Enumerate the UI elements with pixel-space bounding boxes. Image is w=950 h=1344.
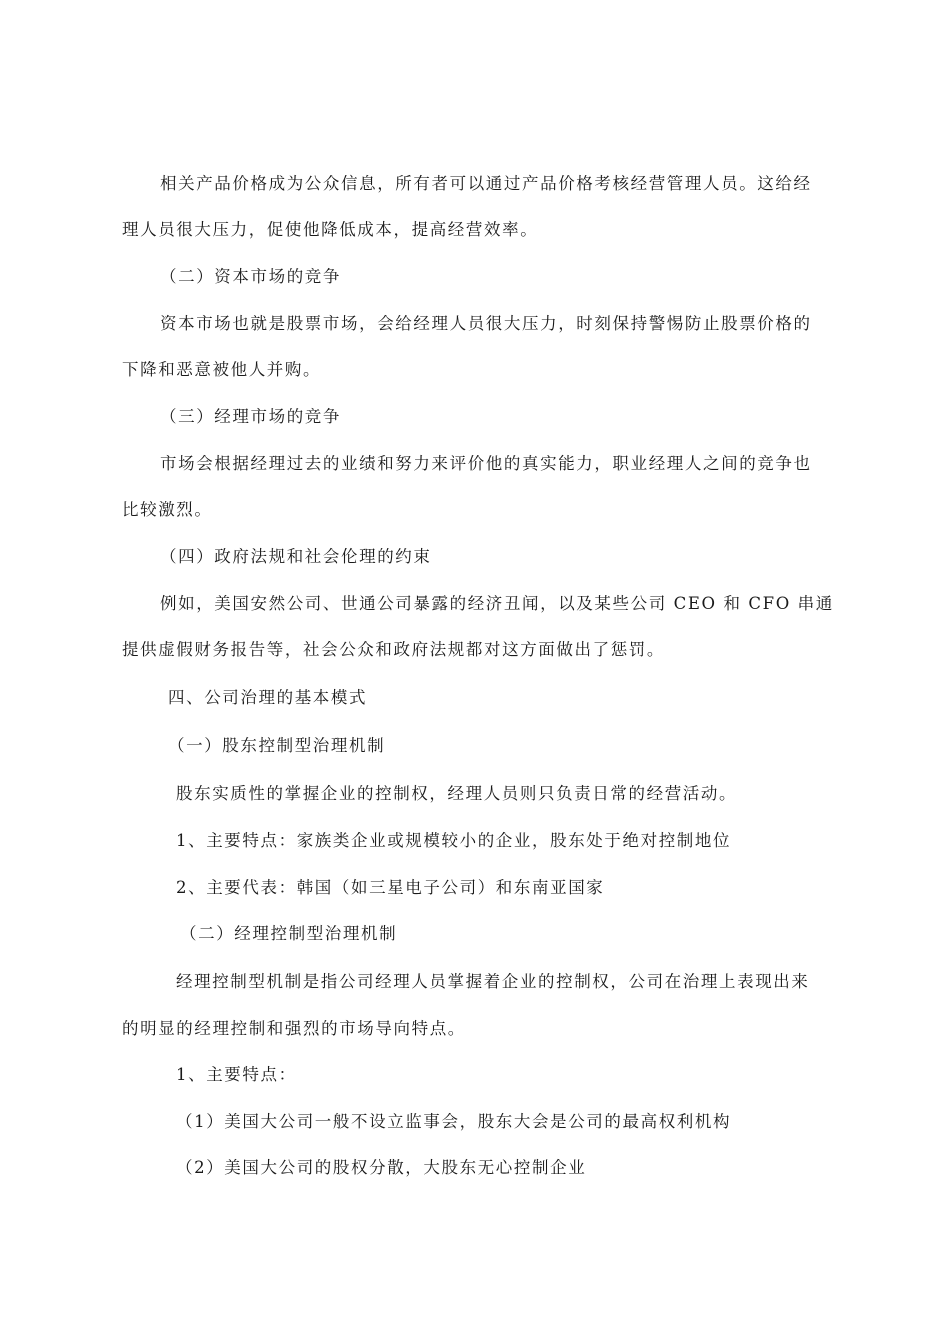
- body-paragraph-line: 比较激烈。: [122, 500, 213, 519]
- list-item: （1）美国大公司一般不设立监事会，股东大会是公司的最高权利机构: [176, 1112, 732, 1131]
- section-heading: （一）股东控制型治理机制: [168, 736, 386, 755]
- body-paragraph-line: 下降和恶意被他人并购。: [122, 360, 322, 379]
- body-paragraph-line: 股东实质性的掌握企业的控制权，经理人员则只负责日常的经营活动。: [176, 784, 738, 803]
- section-heading: （四）政府法规和社会伦理的约束: [160, 547, 432, 566]
- body-paragraph-line: 经理控制型机制是指公司经理人员掌握着企业的控制权，公司在治理上表现出来: [176, 972, 810, 991]
- body-paragraph-line: 相关产品价格成为公众信息，所有者可以通过产品价格考核经营管理人员。这给经: [160, 174, 812, 193]
- section-heading: （二）经理控制型治理机制: [180, 924, 398, 943]
- body-paragraph-line: 市场会根据经理过去的业绩和努力来评价他的真实能力，职业经理人之间的竞争也: [160, 454, 812, 473]
- section-heading: （三）经理市场的竞争: [160, 407, 341, 426]
- body-paragraph-line: 的明显的经理控制和强烈的市场导向特点。: [122, 1019, 466, 1038]
- body-paragraph-line: 理人员很大压力，促使他降低成本，提高经营效率。: [122, 220, 539, 239]
- chapter-heading: 四、公司治理的基本模式: [168, 688, 368, 707]
- list-item: （2）美国大公司的股权分散，大股东无心控制企业: [176, 1158, 587, 1177]
- list-item: 2、主要代表：韩国（如三星电子公司）和东南亚国家: [176, 878, 605, 897]
- body-paragraph-line: 资本市场也就是股票市场，会给经理人员很大压力，时刻保持警惕防止股票价格的: [160, 314, 812, 333]
- list-item: 1、主要特点：: [176, 1065, 297, 1084]
- body-paragraph-line: 提供虚假财务报告等，社会公众和政府法规都对这方面做出了惩罚。: [122, 640, 665, 659]
- section-heading: （二）资本市场的竞争: [160, 267, 341, 286]
- body-paragraph-line: 例如，美国安然公司、世通公司暴露的经济丑闻，以及某些公司 CEO 和 CFO 串通: [160, 594, 834, 613]
- list-item: 1、主要特点：家族类企业或规模较小的企业，股东处于绝对控制地位: [176, 831, 732, 850]
